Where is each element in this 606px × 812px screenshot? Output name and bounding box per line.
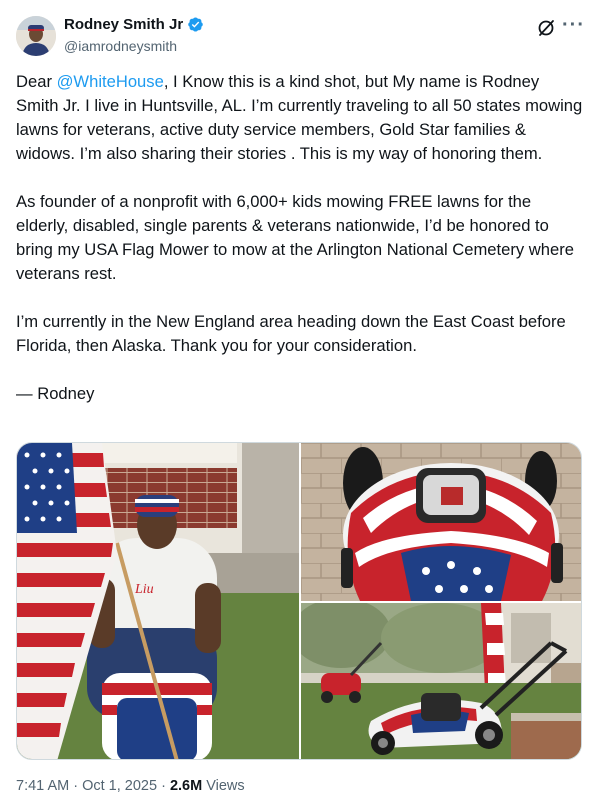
views-count: 2.6M — [169, 778, 203, 794]
photo-man-with-flag-image — [17, 443, 299, 760]
photo-flag-mower-on-lawn-image — [301, 603, 582, 760]
author-name-row — [64, 16, 204, 33]
tweet-paragraph-1 — [16, 70, 586, 166]
photo-man-with-flag[interactable] — [17, 443, 299, 760]
more-options-button[interactable]: ··· — [562, 14, 585, 36]
tweet-meta — [16, 778, 245, 794]
tweet-time[interactable]: 7:41 AM — [16, 778, 70, 794]
tweet-paragraph-2: As founder of a nonprofit with 6,000+ kids mowing FREE lawns for the elderly, disabled, single parents & veterans nationwide, I’d be honored to bring my USA Flag Mower to mow at the Arlington National Cemetery where veterans rest. — [16, 192, 574, 283]
tweet-date[interactable]: Oct 1, 2025 — [82, 778, 158, 794]
text-span: , I Know this is a kind shot, but My name is Rodney Smith Jr. I live in Huntsville, AL. I’m currently traveling to all 50 states mowing lawns for veterans, active duty service members, Gold Star families & widows. I’m also sharing their stories . This is my way of honoring them. — [16, 72, 583, 163]
author-handle[interactable]: @iamrodneysmith — [64, 38, 178, 54]
media-grid — [16, 442, 582, 760]
author-display-name[interactable]: Rodney Smith Jr — [64, 16, 184, 33]
top-border — [0, 0, 606, 6]
grok-slash-circle-icon[interactable] — [536, 18, 556, 38]
avatar-image — [16, 16, 56, 56]
tweet-paragraph-3: I’m currently in the New England area heading down the East Coast before Florida, then Alaska. Thank you for your consideration. — [16, 312, 566, 355]
meta-separator: · — [69, 778, 83, 794]
verified-badge-icon — [187, 16, 204, 33]
mention-link[interactable]: @WhiteHouse — [56, 72, 164, 91]
tweet-paragraph-4: — Rodney — [16, 384, 95, 403]
svg-text:Liu: Liu — [135, 582, 154, 597]
meta-separator: · — [157, 778, 170, 794]
profile-avatar[interactable] — [16, 16, 56, 56]
text-span: Dear — [16, 72, 57, 91]
photo-flag-mower-closeup[interactable] — [301, 443, 582, 601]
views-label: Views — [202, 778, 245, 794]
photo-flag-mower-closeup-image — [301, 443, 582, 601]
tweet-text — [16, 70, 586, 430]
photo-flag-mower-on-lawn[interactable] — [301, 603, 582, 760]
